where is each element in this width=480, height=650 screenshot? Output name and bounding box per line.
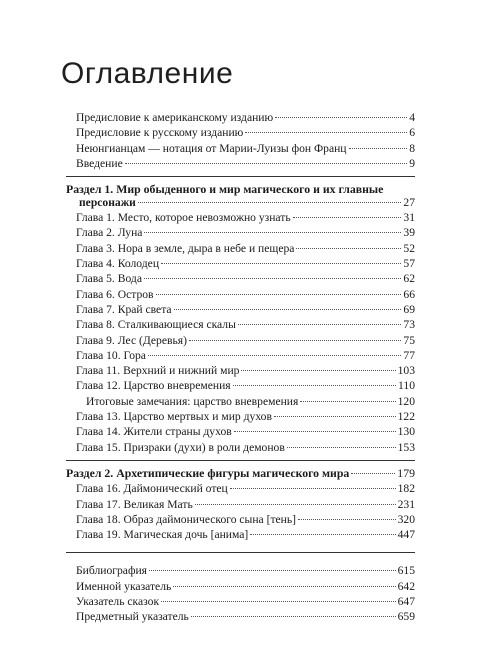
- toc-entry-page: 110: [398, 379, 415, 393]
- dot-leader: [238, 324, 402, 325]
- dot-leader: [144, 278, 401, 279]
- toc-entry-label: Именной указатель: [76, 579, 172, 593]
- toc-entry-bibliography: [76, 563, 415, 578]
- toc-entry-chapter: [76, 348, 415, 363]
- dot-leader: [161, 263, 401, 264]
- toc-entry-page: 231: [397, 497, 415, 511]
- dot-leader: [293, 217, 402, 218]
- toc-entry-subsection: [76, 394, 415, 409]
- toc-entry-preface-russian: [76, 125, 415, 140]
- dot-leader: [174, 309, 402, 310]
- toc-entry-chapter: [76, 241, 415, 256]
- toc-entry-label: Глава 9. Лес (Деревья): [76, 333, 187, 347]
- section-2-heading: [66, 466, 415, 481]
- toc-entry-label: Глава 13. Царство мертвых и мир духов: [76, 410, 272, 424]
- toc-entry-label: Глава 19. Магическая дочь [анима]: [76, 528, 249, 542]
- toc-entry-introduction: [76, 156, 415, 171]
- section-1-chapters: [76, 210, 415, 455]
- toc-entry-label: Глава 14. Жители страны духов: [76, 425, 232, 439]
- toc-entry-label: Библиография: [76, 564, 148, 578]
- toc-entry-page: 75: [403, 333, 415, 347]
- toc-entry-non-jungians-note: [76, 141, 415, 156]
- toc-entry-page: 103: [397, 364, 415, 378]
- toc-entry-preface-american: [76, 110, 415, 125]
- toc-entry-tale-index: [76, 594, 415, 609]
- dot-leader: [173, 586, 395, 587]
- toc-entry-label: Глава 16. Даймонический отец: [76, 482, 228, 496]
- dot-leader: [161, 601, 396, 602]
- toc-entry-chapter: [76, 271, 415, 286]
- dot-leader: [234, 431, 396, 432]
- toc-entry-chapter: [76, 256, 415, 271]
- toc-entry-page: 447: [397, 528, 415, 542]
- toc-entry-label: Глава 4. Колодец: [76, 257, 160, 271]
- toc-entry-chapter: [76, 210, 415, 225]
- toc-entry-page: 39: [403, 226, 415, 240]
- toc-entry-page: 73: [403, 318, 415, 332]
- toc-entry-label: Глава 18. Образ даймонического сына [тень]: [76, 512, 297, 526]
- toc-entry-chapter: [76, 317, 415, 332]
- dot-leader: [191, 616, 396, 617]
- toc-entry-chapter: [76, 225, 415, 240]
- toc-entry-page: 659: [397, 610, 415, 624]
- toc-entry-page: 66: [403, 287, 415, 301]
- toc-entry-label: Глава 5. Вода: [76, 272, 142, 286]
- toc-entry-label: Глава 11. Верхний и нижний мир: [76, 364, 240, 378]
- toc-entry-label: Глава 17. Великая Мать: [76, 497, 193, 511]
- toc-entry-label: Введение: [76, 156, 123, 170]
- dot-leader: [349, 148, 408, 149]
- toc-entry-chapter: [76, 302, 415, 317]
- dot-leader: [138, 202, 402, 203]
- toc-entry-chapter: [76, 409, 415, 424]
- toc-entry-page: 62: [403, 272, 415, 286]
- toc-entry-label: Глава 15. Призраки (духи) в роли демонов: [76, 440, 285, 454]
- dot-leader: [250, 534, 395, 535]
- toc-entry-chapter: [76, 440, 415, 455]
- toc-entry-label: Неюнгианцам — нотация от Марии-Луизы фон Франц: [76, 141, 347, 155]
- toc-entry-page: 69: [403, 302, 415, 316]
- toc-entry-chapter: [76, 527, 415, 542]
- toc-entry-label: Глава 1. Место, которое невозможно узнать: [76, 211, 291, 225]
- toc-entry-chapter: [76, 378, 415, 393]
- section-1-title-line2: персонажи: [79, 196, 136, 210]
- toc-entry-chapter: [76, 333, 415, 348]
- toc-entry-page: 182: [397, 482, 415, 496]
- page-title: Оглавление: [61, 57, 234, 90]
- section-1-title-line2-row: [66, 196, 415, 210]
- dot-leader: [148, 355, 401, 356]
- toc-entry-page: 642: [397, 579, 415, 593]
- toc-entry-page: 647: [397, 595, 415, 609]
- dot-leader: [296, 248, 401, 249]
- dot-leader: [287, 447, 396, 448]
- toc-entry-label: Глава 7. Край света: [76, 302, 172, 316]
- dot-leader: [189, 340, 401, 341]
- toc-entry-page: 4: [409, 111, 415, 124]
- toc-entry-page: 52: [403, 241, 415, 255]
- dot-leader: [156, 294, 402, 295]
- toc-entry-label: Указатель сказок: [76, 595, 160, 609]
- dot-leader: [233, 385, 396, 386]
- toc-entry-page: 120: [397, 394, 415, 408]
- back-matter-list: [76, 563, 415, 624]
- dot-leader: [300, 401, 395, 402]
- dot-leader: [275, 117, 407, 118]
- table-of-contents: [66, 110, 415, 625]
- toc-entry-label: Глава 8. Сталкивающиеся скалы: [76, 318, 236, 332]
- toc-entry-page: 6: [409, 126, 415, 140]
- toc-entry-name-index: [76, 579, 415, 594]
- toc-entry-label: Глава 12. Царство вневремения: [76, 379, 231, 393]
- toc-entry-page: 130: [397, 425, 415, 439]
- section-1-heading: [66, 182, 415, 210]
- dot-leader: [125, 163, 407, 164]
- toc-entry-chapter: [76, 481, 415, 496]
- section-2-chapters: [76, 481, 415, 542]
- toc-entry-label: Предисловие к русскому изданию: [76, 126, 244, 140]
- dot-leader: [144, 232, 401, 233]
- toc-entry-page: 57: [403, 257, 415, 271]
- toc-entry-chapter: [76, 287, 415, 302]
- dot-leader: [230, 488, 396, 489]
- toc-entry-label: Предисловие к американскому изданию: [76, 111, 274, 124]
- toc-entry-label: Итоговые замечания: царство вневремения: [86, 394, 299, 408]
- toc-entry-chapter: [76, 424, 415, 439]
- toc-entry-page: 9: [409, 156, 415, 170]
- dot-leader: [298, 519, 396, 520]
- dot-leader: [241, 370, 395, 371]
- section-2-page: 179: [397, 465, 415, 480]
- front-matter-list: [76, 110, 415, 171]
- toc-entry-label: Глава 3. Нора в земле, дыра в небе и пещера: [76, 241, 295, 255]
- toc-entry-page: 77: [403, 348, 415, 362]
- toc-entry-chapter: [76, 363, 415, 378]
- section-2-title: Раздел 2. Архетипические фигуры магического мира: [66, 465, 350, 480]
- toc-entry-page: 31: [403, 211, 415, 225]
- toc-entry-page: 615: [397, 564, 415, 578]
- dot-leader: [149, 570, 396, 571]
- toc-entry-label: Предметный указатель: [76, 610, 189, 624]
- dot-leader: [351, 473, 395, 474]
- section-1-title-line1: Раздел 1. Мир обыденного и мир магического и их главные: [66, 182, 384, 197]
- toc-entry-label: Глава 6. Остров: [76, 287, 154, 301]
- toc-entry-chapter: [76, 497, 415, 512]
- toc-entry-page: 320: [397, 512, 415, 526]
- dot-leader: [245, 132, 407, 133]
- toc-entry-label: Глава 2. Луна: [76, 226, 143, 240]
- section-1-page: 27: [403, 196, 415, 210]
- toc-entry-page: 153: [397, 440, 415, 454]
- dot-leader: [195, 504, 396, 505]
- toc-entry-chapter: [76, 512, 415, 527]
- dot-leader: [274, 416, 396, 417]
- toc-entry-page: 122: [397, 410, 415, 424]
- toc-entry-page: 8: [409, 141, 415, 155]
- toc-entry-subject-index: [76, 609, 415, 624]
- toc-entry-label: Глава 10. Гора: [76, 348, 146, 362]
